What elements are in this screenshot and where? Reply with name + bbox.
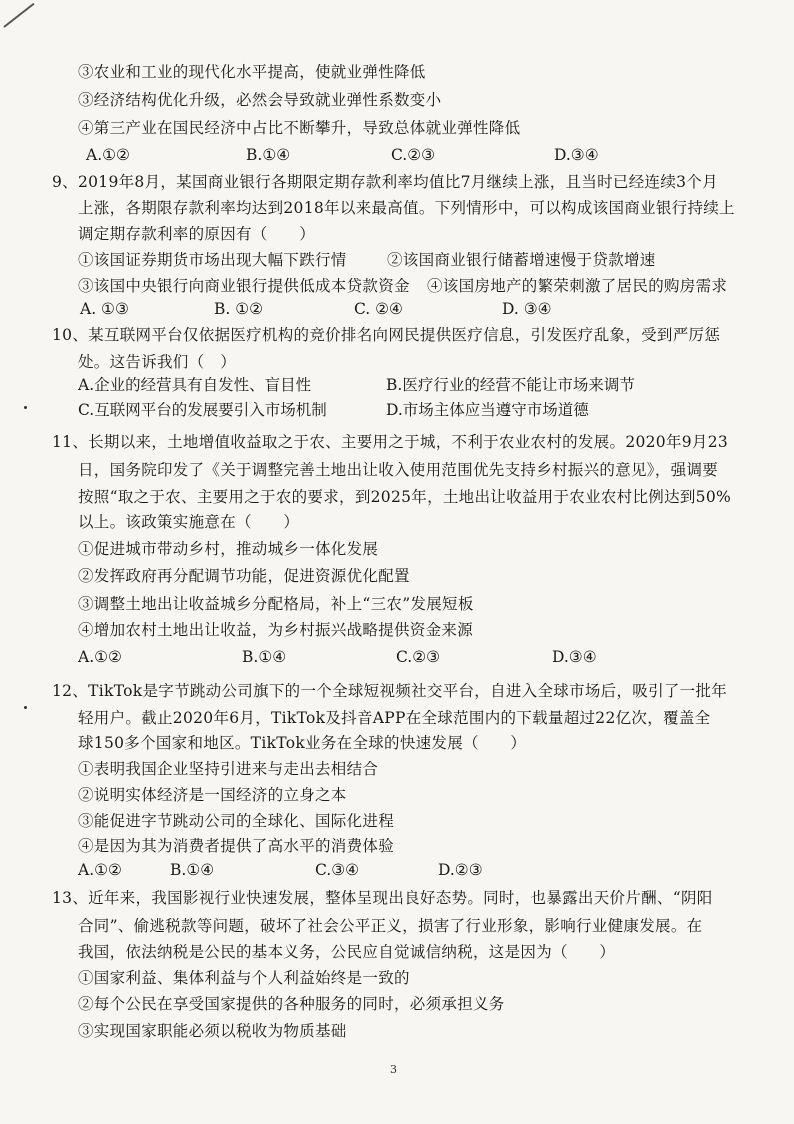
q11-item-4: ④增加农村土地出让收益，为乡村振兴战略提供资金来源 (78, 621, 474, 639)
page-number: 3 (390, 1063, 397, 1076)
q11-option-c: C.②③ (396, 648, 441, 666)
q9-option-d: D. ③④ (502, 300, 552, 318)
q13-item-1: ①国家利益、集体利益与个人利益始终是一致的 (78, 969, 410, 987)
q13-item-3: ③实现国家职能必须以税收为物质基础 (78, 1022, 347, 1040)
q10-stem-line-2: 处。这告诉我们（ ） (78, 353, 237, 371)
q13-stem-line-1: 13、近年来，我国影视行业快速发展，整体呈现出良好态势。同时，也暴露出天价片酬、“阴阳 (52, 889, 713, 907)
q11-stem-line-2: 日，国务院印发了《关于调整完善土地出让收入使用范围优先支持乡村振兴的意见》，强调要 (78, 461, 719, 479)
q11-item-2: ②发挥政府再分配调节功能，促进资源优化配置 (78, 567, 410, 585)
q10-option-a: A.企业的经营具有自发性、盲目性 (78, 376, 312, 394)
q12-option-b: B.①④ (170, 861, 215, 879)
q10-option-d: D.市场主体应当遵守市场道德 (386, 401, 589, 419)
q11-stem-line-4: 以上。该政策实施意在（ ） (78, 513, 300, 531)
q13-stem-line-2: 合同”、偷逃税款等问题，破坏了社会公平正义，损害了行业形象，影响行业健康发展。在 (78, 917, 703, 935)
q9-stem-line-1: 9、2019年8月，某国商业银行各期限定期存款利率均值比7月继续上涨，且当时已经连续3个月 (52, 173, 718, 191)
prev-option-b: B.①④ (246, 146, 291, 164)
q9-option-b: B. ①② (214, 300, 264, 318)
q11-item-1: ①促进城市带动乡村，推动城乡一体化发展 (78, 540, 379, 558)
prev-option-a: A.①② (86, 146, 130, 164)
q11-option-d: D.③④ (552, 648, 597, 666)
prev-item-3a: ③农业和工业的现代化水平提高，使就业弹性降低 (78, 63, 426, 81)
q9-item-2: ②该国商业银行储蓄增速慢于贷款增速 (387, 251, 656, 269)
q12-option-c: C.③④ (315, 861, 360, 879)
q13-item-2: ②每个公民在享受国家提供的各种服务的同时，必须承担义务 (78, 995, 505, 1013)
scan-corner-mark (3, 3, 34, 28)
q13-stem-line-3: 我国，依法纳税是公民的基本义务，公民应自觉诚信纳税，这是因为（ ） (78, 943, 616, 961)
q12-stem-line-3: 球150多个国家和地区。TikTok业务在全球的快速发展（ ） (78, 734, 527, 752)
q9-item-4: ④该国房地产的繁荣刺激了居民的购房需求 (427, 277, 728, 295)
q9-item-1: ①该国证券期货市场出现大幅下跌行情 (78, 251, 347, 269)
q12-stem-line-1: 12、TikTok是字节跳动公司旗下的一个全球短视频社交平台，自进入全球市场后，吸引了一批年 (52, 682, 728, 700)
scan-dot (24, 406, 27, 409)
prev-option-c: C.②③ (391, 146, 436, 164)
q10-stem-line-1: 10、某互联网平台仅依据医疗机构的竞价排名向网民提供医疗信息，引发医疗乱象，受到严厉惩 (52, 326, 721, 344)
q11-option-a: A.①② (78, 648, 122, 666)
q11-item-3: ③调整土地出让收益城乡分配格局，补上“三农”发展短板 (78, 595, 474, 613)
q9-stem-line-2: 上涨，各期限存款利率均达到2018年以来最高值。下列情形中，可以构成该国商业银行持续上 (78, 199, 735, 217)
prev-option-d: D.③④ (554, 146, 599, 164)
q12-item-3: ③能促进字节跳动公司的全球化、国际化进程 (78, 812, 395, 830)
q12-option-a: A.①② (78, 861, 122, 879)
q12-item-2: ②说明实体经济是一国经济的立身之本 (78, 786, 347, 804)
q10-option-b: B.医疗行业的经营不能让市场来调节 (386, 376, 635, 394)
scan-dot (24, 706, 27, 709)
q11-stem-line-1: 11、长期以来，土地增值收益取之于农、主要用之于城，不利于农业农村的发展。2020年9月23 (52, 433, 729, 451)
q12-stem-line-2: 轻用户。截止2020年6月，TikTok及抖音APP在全球范围内的下载量超过22亿次，覆盖全 (78, 709, 711, 727)
prev-item-3b: ③经济结构优化升级，必然会导致就业弹性系数变小 (78, 91, 442, 109)
q9-option-a: A. ①③ (80, 300, 129, 318)
prev-item-4: ④第三产业在国民经济中占比不断攀升，导致总体就业弹性降低 (78, 119, 521, 137)
q9-option-c: C. ②④ (354, 300, 403, 318)
q12-option-d: D.②③ (438, 861, 483, 879)
q10-option-c: C.互联网平台的发展要引入市场机制 (78, 401, 327, 419)
q9-item-3: ③该国中央银行向商业银行提供低成本贷款资金 (78, 277, 410, 295)
q9-stem-line-3: 调定期存款利率的原因有（ ） (78, 225, 316, 243)
q12-item-4: ④是因为其为消费者提供了高水平的消费体验 (78, 837, 395, 855)
q11-stem-line-3: 按照“取之于农、主要用之于农的要求，到2025年，土地出让收益用于农业农村比例达到50% (78, 488, 732, 506)
q11-option-b: B.①④ (242, 648, 287, 666)
q12-item-1: ①表明我国企业坚持引进来与走出去相结合 (78, 760, 379, 778)
